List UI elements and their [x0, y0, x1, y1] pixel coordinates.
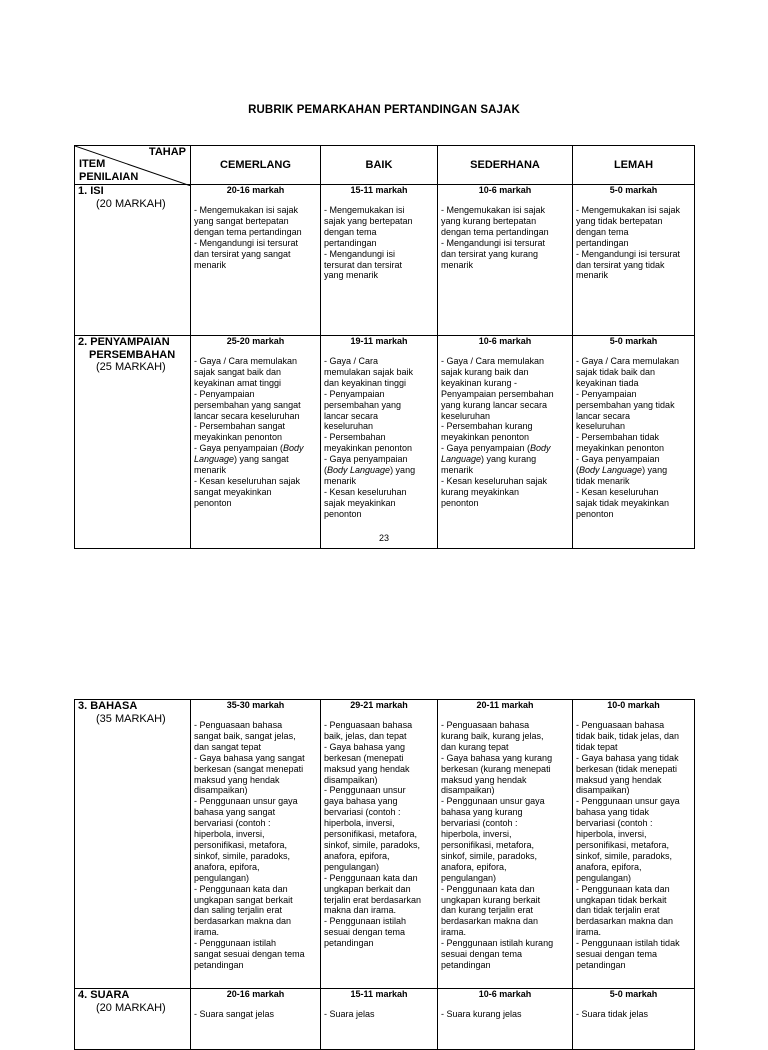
descriptor-text: - Penguasaan bahasa tidak baik, tidak jelas, dan tidak tepat - Gaya bahasa yang tidak berkesan (tidak menepati maksud yang hendak disampaikan) - Penggunaan unsur gaya bahasa yang tidak bervariasi (contoh : hiperbola, inversi, personifikasi, metafora, sinkof, simile, paradoks, anafora, epifora, pengulangan) - Penggunaan kata dan ungkapan tidak berkait dan tidak terjalin erat berdasarkan makna dan irama. - Penggunaan istilah tidak sesuai dengan tema petandingan — [576, 720, 680, 970]
descriptor-cell — [321, 700, 438, 989]
descriptor-cell — [321, 989, 438, 1050]
descriptor-text: - Penguasaan bahasa sangat baik, sangat jelas, dan sangat tepat - Gaya bahasa yang sangat berkesan (sangat menepati maksud yang hendak disampaikan) - Penggunaan unsur gaya bahasa yang sangat bervariasi (contoh : hiperbola, inversi, personifikasi, metafora, sinkof, simile, paradoks, anafora, epifora, pengulangan) - Penggunaan kata dan ungkapan sangat berkait dan saling terjalin erat berdasarkan makna dan irama. - Penggunaan istilah sangat sesuai dengan tema petandingan — [194, 720, 305, 970]
descriptor-text: - Mengemukakan isi sajak yang kurang bertepatan dengan tema pertandingan - Mengandungi isi tersurat dan tersirat yang kurang menarik — [441, 205, 549, 270]
score-range: 29-21 markah — [350, 700, 408, 710]
score-range: 25-20 markah — [226, 336, 285, 346]
descriptor-text: - Penguasaan bahasa kurang baik, kurang jelas, dan kurang tepat - Gaya bahasa yang kurang berkesan (kurang menepati maksud yang hendak disampaikan) - Penggunaan unsur gaya bahasa yang kurang bervariasi (contoh : hiperbola, inversi, personifikasi, metafora, sinkof, simile, paradoks, anafora, epifora, pengulangan) - Penggunaan kata dan ungkapan kurang berkait dan kurang terjalin erat berdasarkan makna dan irama. - Penggunaan istilah kurang sesuai dengan tema petandingan — [441, 720, 554, 970]
criterion-name-cell — [75, 700, 191, 989]
score-range: 10-0 markah — [607, 700, 660, 710]
descriptor-text: - Suara sangat jelas — [194, 1009, 275, 1019]
score-range: 35-30 markah — [226, 700, 285, 710]
descriptor-cell — [573, 989, 695, 1050]
descriptor-text — [194, 356, 317, 509]
criterion-mark: (35 MARKAH) — [96, 712, 166, 725]
descriptor-cell — [191, 185, 321, 336]
descriptor-italic: Body Language — [441, 443, 551, 465]
criterion-name-cell — [75, 185, 191, 336]
descriptor-text: - Suara kurang jelas — [441, 1009, 522, 1019]
criterion-name: 4. SUARA — [78, 989, 130, 1001]
score-range: 15-11 markah — [350, 989, 408, 999]
descriptor-text: - Penguasaan bahasa baik, jelas, dan tepat - Gaya bahasa yang berkesan (menepati maksud yang hendak disampaikan) - Penggunaan unsur gaya bahasa yang bervariasi (contoh : hiperbola, inversi, personifikasi, metafora, sinkof, simile, paradoks, anafora, epifora, pengulangan) - Penggunaan kata dan ungkapan berkait dan terjalin erat berdasarkan makna dan irama. - Penggunaan istilah sesuai dengan tema petandingan — [324, 720, 422, 949]
descriptor-part: ) yang sangat menarik - Kesan keseluruhan sajak sangat meyakinkan penonton — [194, 454, 301, 508]
criterion-name-cell — [75, 336, 191, 549]
descriptor-cell — [573, 700, 695, 989]
header-tahap: TAHAP — [148, 146, 186, 158]
score-range: 19-11 markah — [350, 336, 408, 346]
level-cemerlang: CEMERLANG — [191, 146, 321, 185]
descriptor-part: - Gaya / Cara memulakan sajak baik dan keyakinan tinggi - Penyampaian persembahan yang lancar secara keseluruhan - Persembahan meyakinkan penonton - Gaya penyampaian ( — [324, 356, 414, 476]
descriptor-cell — [191, 700, 321, 989]
score-range: 5-0 markah — [609, 336, 658, 346]
score-range: 5-0 markah — [609, 989, 658, 999]
descriptor-text: - Mengemukakan isi sajak yang tidak bertepatan dengan tema pertandingan - Mengandungi isi tersurat dan tersirat yang tidak menarik — [576, 205, 681, 281]
descriptor-part: - Gaya / Cara memulakan sajak tidak baik dan keyakinan tiada - Penyampaian persembahan yang tidak lancar secara keseluruhan - Persembahan tidak meyakinkan penonton - Gaya penyampaian ( — [576, 356, 680, 476]
descriptor-text — [441, 356, 569, 509]
header-item-line1: ITEM — [79, 158, 106, 170]
descriptor-italic: Body Language — [194, 443, 304, 465]
criterion-name-cell — [75, 989, 191, 1050]
descriptor-part: ) yang menarik - Kesan keseluruhan sajak meyakinkan penonton — [324, 465, 416, 519]
criterion-name: 2. PENYAMPAIAN — [78, 336, 170, 348]
descriptor-italic: Body Language — [579, 465, 643, 476]
header-corner-cell — [75, 146, 191, 185]
criterion-row-suara — [75, 989, 695, 1050]
header-item-line2: PENILAIAN — [79, 170, 139, 183]
level-sederhana: SEDERHANA — [438, 146, 573, 185]
criterion-name-line2: PERSEMBAHAN — [89, 348, 176, 361]
descriptor-cell — [191, 989, 321, 1050]
criterion-row-penyampaian — [75, 336, 695, 549]
descriptor-cell — [321, 185, 438, 336]
rubric-table-part-2 — [74, 699, 695, 1050]
rubric-table-part-1 — [74, 145, 695, 549]
descriptor-text: - Suara jelas — [324, 1009, 375, 1019]
descriptor-text: - Mengemukakan isi sajak yang bertepatan dengan tema pertandingan - Mengandungi isi tersurat dan tersirat yang menarik — [324, 205, 413, 281]
descriptor-text — [324, 356, 434, 520]
descriptor-part: ) yang tidak menarik - Kesan keseluruhan sajak tidak meyakinkan penonton — [576, 465, 670, 519]
descriptor-cell — [438, 185, 573, 336]
document-title: RUBRIK PEMARKAHAN PERTANDINGAN SAJAK — [248, 104, 520, 116]
descriptor-cell — [191, 336, 321, 549]
descriptor-part: - Gaya / Cara memulakan sajak kurang baik dan keyakinan kurang - Penyampaian persembahan yang kurang lancar secara keseluruhan - Persembahan kurang meyakinkan penonton - Gaya penyampaian ( — [441, 356, 554, 454]
criterion-mark: (25 MARKAH) — [96, 361, 166, 373]
descriptor-cell — [438, 989, 573, 1050]
criterion-mark: (20 MARKAH) — [96, 1001, 166, 1014]
header-item-penilaian — [79, 158, 138, 183]
criterion-row-bahasa — [75, 700, 695, 989]
descriptor-cell — [321, 336, 438, 549]
descriptor-italic: Body Language — [327, 465, 391, 476]
score-range: 10-6 markah — [478, 185, 532, 195]
score-range: 10-6 markah — [478, 989, 532, 999]
score-range: 20-16 markah — [226, 989, 285, 999]
criterion-name: 1. ISI — [78, 185, 104, 197]
score-range: 5-0 markah — [609, 185, 658, 195]
page-number: 23 — [378, 533, 389, 543]
score-range: 10-6 markah — [478, 336, 532, 346]
descriptor-cell — [573, 185, 695, 336]
level-baik: BAIK — [321, 146, 438, 185]
criterion-mark: (20 MARKAH) — [96, 197, 166, 210]
descriptor-cell — [438, 336, 573, 549]
descriptor-text — [576, 356, 691, 520]
level-lemah: LEMAH — [573, 146, 695, 185]
header-row — [75, 146, 695, 185]
descriptor-cell — [438, 700, 573, 989]
descriptor-text: - Mengemukakan isi sajak yang sangat bertepatan dengan tema pertandingan - Mengandungi isi tersurat dan tersirat yang sangat menarik — [194, 205, 302, 270]
score-range: 15-11 markah — [350, 185, 408, 195]
descriptor-text: - Suara tidak jelas — [576, 1009, 649, 1019]
descriptor-cell — [573, 336, 695, 549]
descriptor-part: - Gaya / Cara memulakan sajak sangat baik dan keyakinan amat tinggi - Penyampaian persembahan yang sangat lancar secara keseluruhan - Persembahan sangat meyakinkan penonton - Gaya penyampaian ( — [194, 356, 301, 454]
criterion-name: 3. BAHASA — [78, 700, 138, 712]
criterion-row-isi — [75, 185, 695, 336]
score-range: 20-11 markah — [476, 700, 534, 710]
score-range: 20-16 markah — [226, 185, 285, 195]
descriptor-part: ) yang kurang menarik - Kesan keseluruhan sajak kurang meyakinkan penonton — [441, 454, 548, 508]
